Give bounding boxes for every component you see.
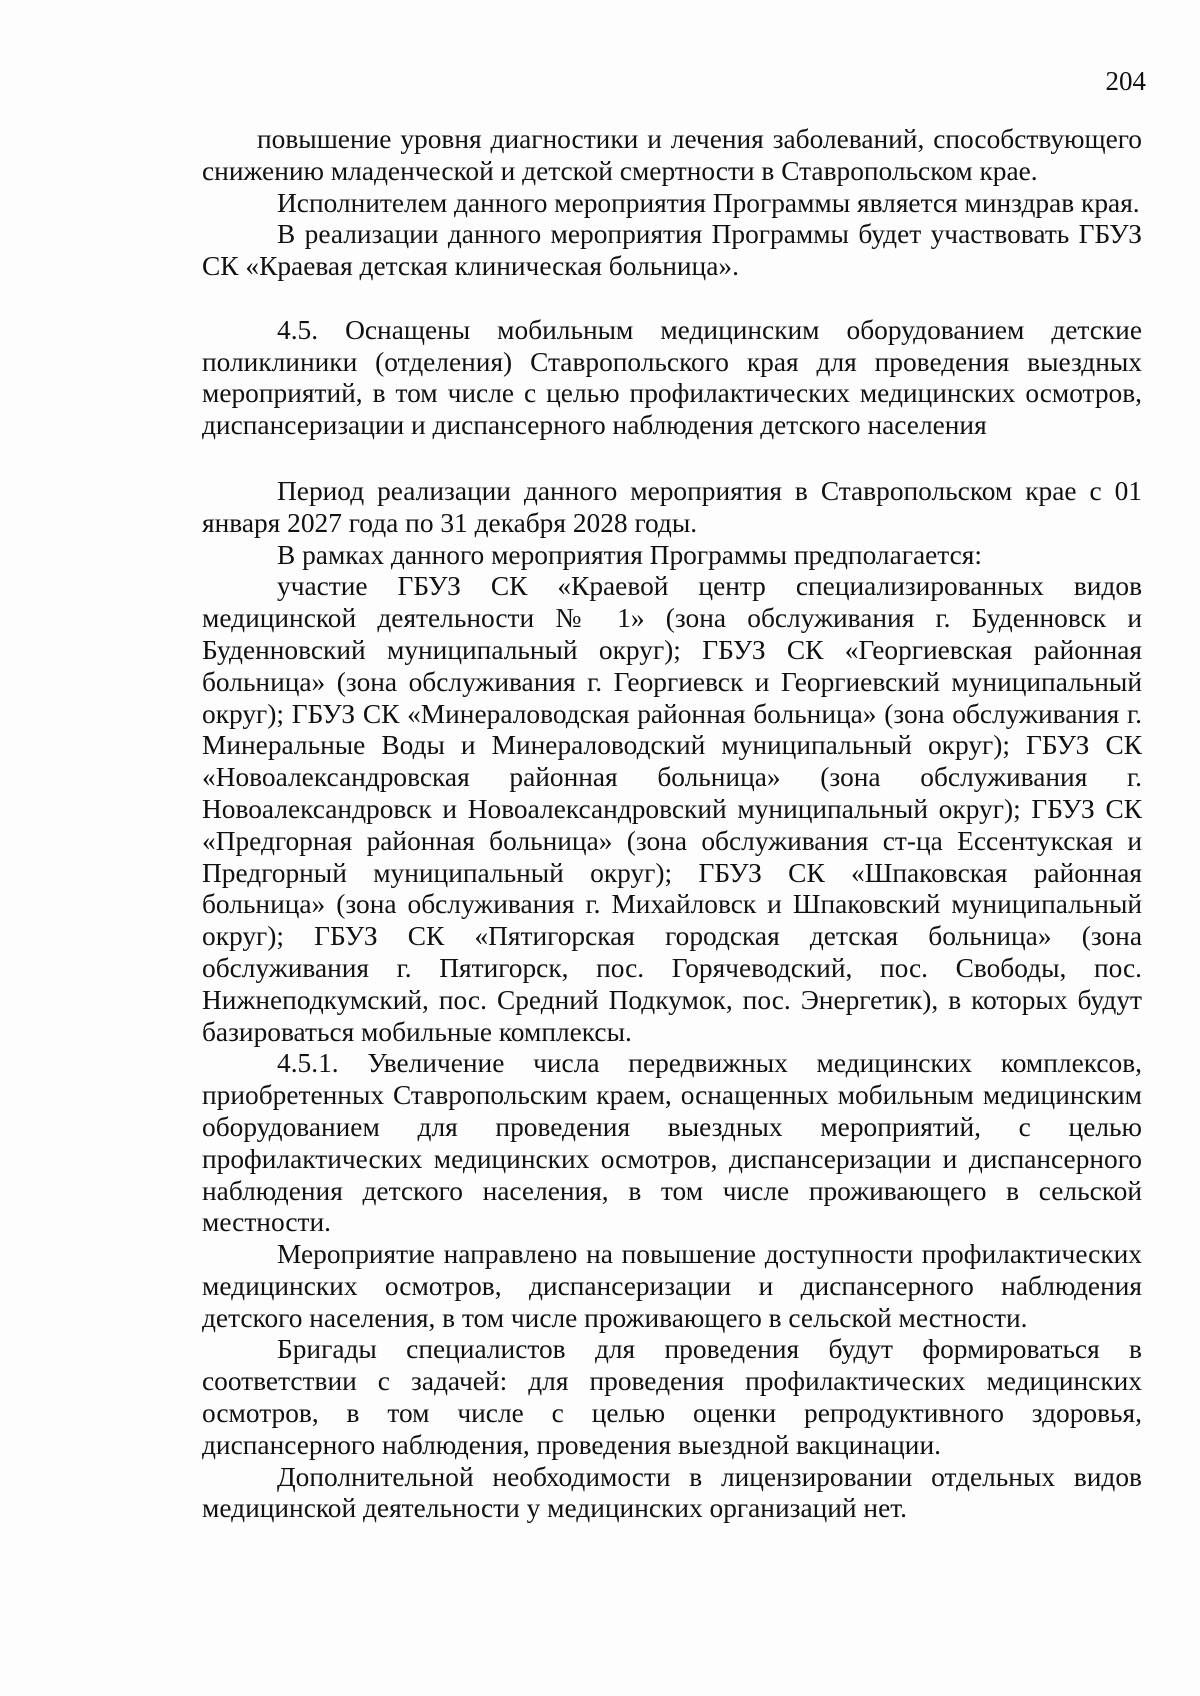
paragraph-executor: Исполнителем данного мероприятия Программы является минздрав края. [277,187,1140,218]
paragraph-participants-list: участие ГБУЗ СК «Краевой центр специализированных видов медицинской деятельности № 1» (зона обслуживания г. Буденновск и Буденновский муниципальный округ); ГБУЗ СК «Георгиевская районная больница» (зона обслуживания г. Георгиевск и Георгиевский муниципальный округ); ГБУЗ СК «Минераловодская районная больница» (зона обслуживания г. Минеральные Воды и Минераловодский муниципальный округ); ГБУЗ СК «Новоалександровская районная больница» (зона обслуживания г. Новоалександровск и Новоалександровский муниципальный округ); ГБУЗ СК «Предгорная районная больница» (зона обслуживания ст-ца Ессентукская и Предгорный муниципальный округ); ГБУЗ СК «Шпаковская районная больница» (зона обслуживания г. Михайловск и Шпаковский муниципальный округ); ГБУЗ СК «Пятигорская городская детская больница» (зона обслуживания г. Пятигорск, пос. Горячеводский, пос. Свободы, пос. Нижнеподкумский, пос. Средний Подкумок, пос. Энергетик), в которых будут базироваться мобильные комплексы. [202,571,1142,1047]
paragraph-brigades: Бригады специалистов для проведения будут формироваться в соответствии с задачей: для проведения профилактических медицинских осмотров, в том числе с целью оценки репродуктивного здоровья, диспансерного наблюдения, проведения выездной вакцинации. [202,1334,1142,1460]
paragraph-period: Период реализации данного мероприятия в Ставропольском крае с 01 января 2027 года по 31 декабря 2028 годы. [202,475,1142,538]
page-number: 204 [1105,66,1146,96]
paragraph-subsection: 4.5.1. Увеличение числа передвижных медицинских комплексов, приобретенных Ставропольским краем, оснащенных мобильным медицинским оборудованием для проведения выездных мероприятий, с целью профилактических медицинских осмотров, диспансеризации и диспансерного наблюдения детского населения, в том числе проживающего в сельской местности. [202,1048,1142,1238]
paragraph-aim: Мероприятие направлено на повышение доступности профилактических медицинских осмотров, диспансеризации и диспансерного наблюдения детского населения, в том числе проживающего в сельской местности. [202,1239,1142,1333]
paragraph-diagnostics: повышение уровня диагностики и лечения заболеваний, способствующего снижению младенческой и детской смертности в Ставропольском крае. [202,124,1142,186]
document-body [202,124,1142,1525]
paragraph-participant: В реализации данного мероприятия Программы будет участвовать ГБУЗ СК «Краевая детская клиническая больница». [202,219,1142,282]
paragraph-licensing: Дополнительной необходимости в лицензировании отдельных видов медицинской деятельности у медицинских организаций нет. [202,1461,1142,1524]
paragraph-section-heading: 4.5. Оснащены мобильным медицинским оборудованием детские поликлиники (отделения) Ставропольского края для проведения выездных мероприятий, в том числе с целью профилактических медицинских осмотров, диспансеризации и диспансерного наблюдения детского населения [202,314,1142,441]
paragraph-assumed: В рамках данного мероприятия Программы предполагается: [277,539,982,570]
